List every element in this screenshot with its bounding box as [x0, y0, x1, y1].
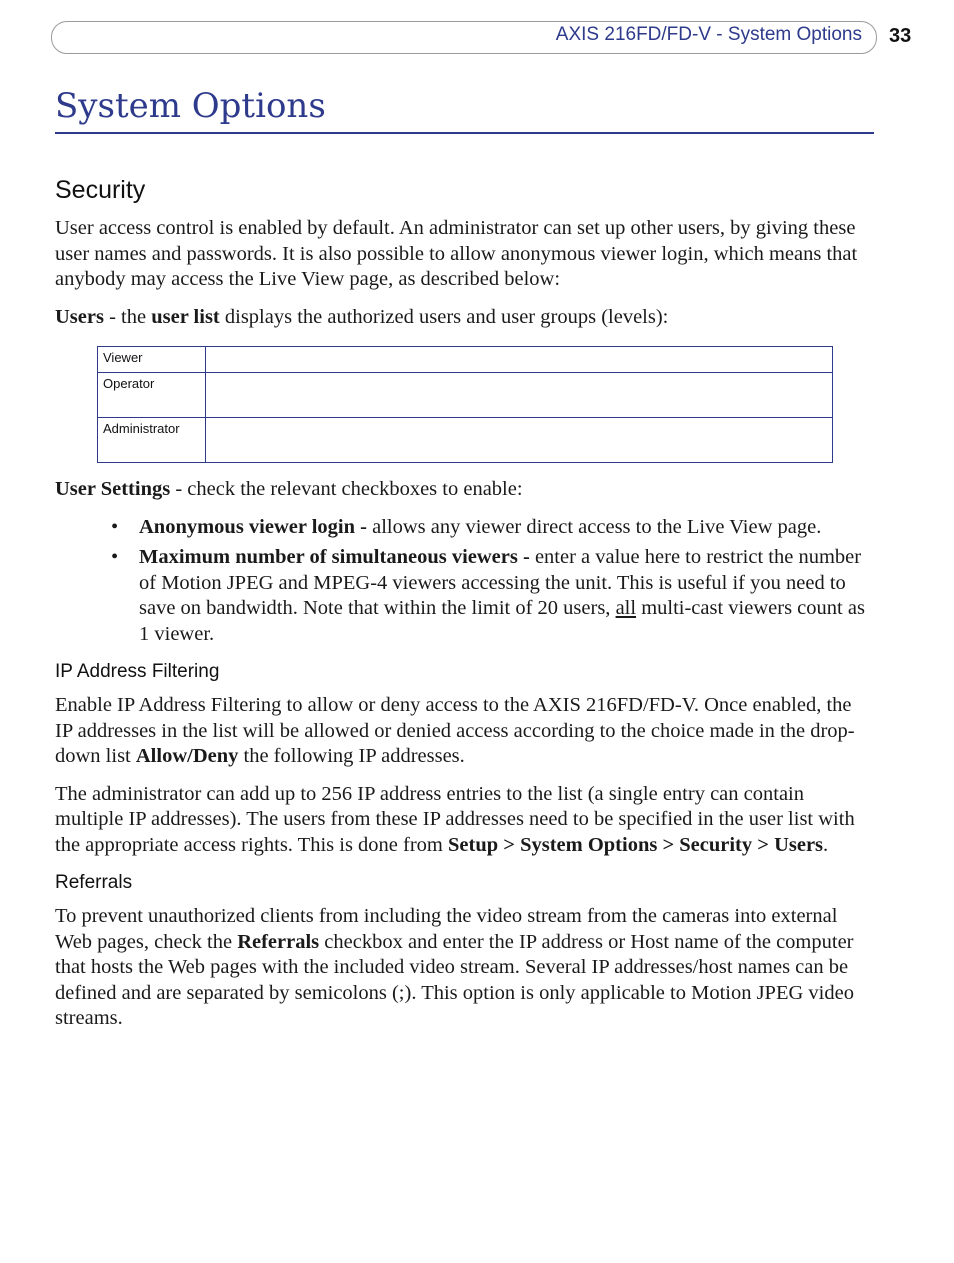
users-rest: displays the authorized users and user groups (levels): [219, 305, 669, 328]
ip-filtering-p1-after: the following IP addresses. [238, 745, 465, 767]
setup-path-label: Setup > System Options > Security > Users [448, 833, 824, 856]
ip-filtering-p2-after: . [823, 833, 829, 856]
table-row [98, 347, 833, 373]
level-name-viewer: Viewer [98, 347, 206, 373]
user-list-label: user list [151, 305, 220, 328]
page-title: System Options [55, 86, 326, 126]
list-item [55, 515, 874, 541]
header-title: AXIS 216FD/FD-V - System Options [555, 24, 862, 45]
page-content [55, 170, 874, 1044]
page-number: 33 [889, 25, 912, 47]
referrals-label: Referrals [237, 930, 320, 953]
max-viewers-text-after: multi-cast viewers count as 1 viewer. [139, 597, 865, 645]
level-name-administrator: Administrator [98, 418, 206, 463]
bullet-icon: • [111, 515, 119, 538]
allow-deny-label: Allow/Deny [135, 745, 239, 767]
security-intro: User access control is enabled by default. An administrator can set up other users, by giving these user names and passwords. It is also possible to allow anonymous viewer login, which means that anybody may access the Live View page, as described below: [55, 217, 858, 290]
max-viewers-text: enter a value here to restrict the number of Motion JPEG and MPEG-4 viewers accessing the unit. This is useful if you need to save on bandwidth. Note that within the limit of 20 users, [139, 546, 862, 619]
list-item [55, 545, 874, 647]
level-description-administrator [206, 418, 833, 463]
users-paragraph [55, 305, 874, 331]
anonymous-login-label: Anonymous viewer login - [139, 515, 367, 538]
level-description-viewer [206, 347, 833, 373]
ip-filtering-paragraph-1 [55, 693, 874, 770]
max-viewers-underlined: all [615, 597, 637, 619]
ip-filtering-p2-before: The administrator can add up to 256 IP address entries to the list (a single entry can contain multiple IP addresses). The users from these IP addresses need to be specified in the user list with the appropriate access rights. This is done from [55, 782, 855, 856]
referrals-paragraph [55, 904, 874, 1032]
title-rule [55, 132, 874, 134]
user-settings-rest: - check the relevant checkboxes to enable: [170, 478, 523, 500]
level-description-operator [206, 373, 833, 418]
referrals-before: To prevent unauthorized clients from including the video stream from the cameras into external Web pages, check the [55, 905, 838, 953]
users-sep: - the [103, 305, 152, 328]
user-settings-paragraph [55, 477, 874, 503]
referrals-heading: Referrals [55, 872, 133, 893]
table-row [98, 418, 833, 463]
ip-filtering-p1-before: Enable IP Address Filtering to allow or deny access to the AXIS 216FD/FD-V. Once enabled, the IP addresses in the list will be allowed or denied access according to the choice made in the drop-down list [55, 694, 855, 767]
max-viewers-label: Maximum number of simultaneous viewers - [139, 546, 530, 568]
level-name-operator: Operator [98, 373, 206, 418]
anonymous-login-text: allows any viewer direct access to the Live View page. [366, 515, 822, 538]
bullet-icon: • [111, 546, 119, 568]
user-levels-table [97, 346, 833, 463]
user-settings-list [55, 515, 874, 648]
table-row [98, 373, 833, 418]
referrals-after: checkbox and enter the IP address or Host name of the computer that hosts the Web pages with the included video stream. Several IP addresses/host names can be defined and are separated by semicolons (;). This option is only applicable to Motion JPEG video streams. [55, 930, 854, 1029]
user-settings-label: User Settings [55, 478, 171, 500]
users-label: Users [55, 305, 104, 328]
ip-filtering-paragraph-2 [55, 782, 874, 859]
security-heading: Security [55, 176, 146, 204]
ip-filtering-heading: IP Address Filtering [55, 661, 220, 682]
